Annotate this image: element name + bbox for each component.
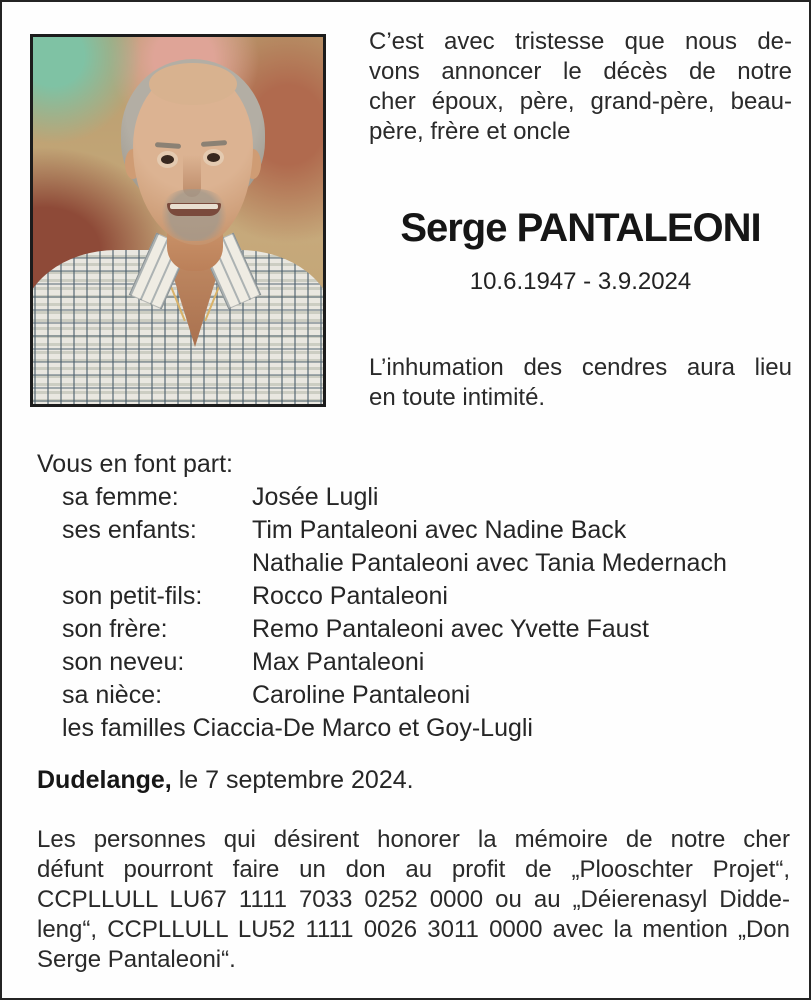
family-rows [37, 481, 790, 745]
relation-value: Caroline Pantaleoni [252, 681, 471, 709]
relation-label: son petit-fils: [62, 582, 203, 610]
relation-value: Rocco Pantaleoni [252, 582, 448, 610]
family-row [62, 580, 790, 613]
relation-value: Nathalie Pantaleoni avec Tania Medernach [252, 549, 727, 577]
burial-notice [369, 353, 792, 413]
relation-label [62, 547, 252, 580]
donation-line: Serge Pantaleoni“. [37, 946, 236, 973]
family-section [37, 448, 790, 745]
intro-line: père, frère et oncle [369, 118, 571, 145]
intro-line: vons annoncer le décès de notre [369, 58, 792, 85]
donation-line: défunt pourront faire un don au profit de „Plooschter Projet“, [37, 856, 790, 883]
family-row [62, 613, 790, 646]
donation-paragraph [37, 825, 790, 975]
family-row [62, 646, 790, 679]
portrait-mouth [167, 203, 221, 216]
donation-line: CCPLLULL LU67 1111 7033 0252 0000 ou au „Déierenasyl Didde- [37, 886, 790, 913]
donation-line: Les personnes qui désirent honorer la mémoire de notre cher [37, 826, 790, 853]
intro-paragraph [369, 27, 792, 147]
relation-label: son frère: [62, 615, 168, 643]
relation-value: Max Pantaleoni [252, 648, 425, 676]
portrait-eye [161, 155, 174, 164]
place-dateline [37, 766, 414, 795]
family-heading: Vous en font part: [37, 450, 233, 478]
relation-label: sa nièce: [62, 681, 163, 709]
portrait-eye [207, 153, 220, 162]
portrait-bald-crown [149, 63, 237, 105]
dateline-rest: le 7 septembre 2024. [171, 766, 414, 794]
relation-label: ses enfants: [62, 516, 197, 544]
family-row [62, 679, 790, 712]
life-dates: 10.6.1947 - 3.9.2024 [469, 268, 692, 295]
city-name: Dudelange, [37, 766, 172, 794]
relation-label: sa femme: [62, 483, 179, 511]
relation-value: Tim Pantaleoni avec Nadine Back [252, 516, 627, 544]
intro-line: cher époux, père, grand-père, beau- [369, 88, 792, 115]
burial-line: L’inhumation des cendres aura lieu [369, 354, 792, 381]
burial-line: en toute intimité. [369, 384, 546, 411]
relation-value: Remo Pantaleoni avec Yvette Faust [252, 615, 649, 643]
intro-line: C’est avec tristesse que nous de- [369, 28, 792, 55]
deceased-name: Serge PANTALEONI [400, 206, 761, 250]
relation-label: son neveu: [62, 648, 185, 676]
relation-value: Josée Lugli [252, 483, 379, 511]
donation-line: leng“, CCPLLULL LU52 1111 0026 3011 0000 avec la mention „Don [37, 916, 790, 943]
families-line: les familles Ciaccia-De Marco et Goy-Lugli [62, 714, 533, 742]
family-row [62, 547, 790, 580]
family-row [62, 481, 790, 514]
family-row [62, 514, 790, 547]
portrait-photo [30, 34, 326, 407]
